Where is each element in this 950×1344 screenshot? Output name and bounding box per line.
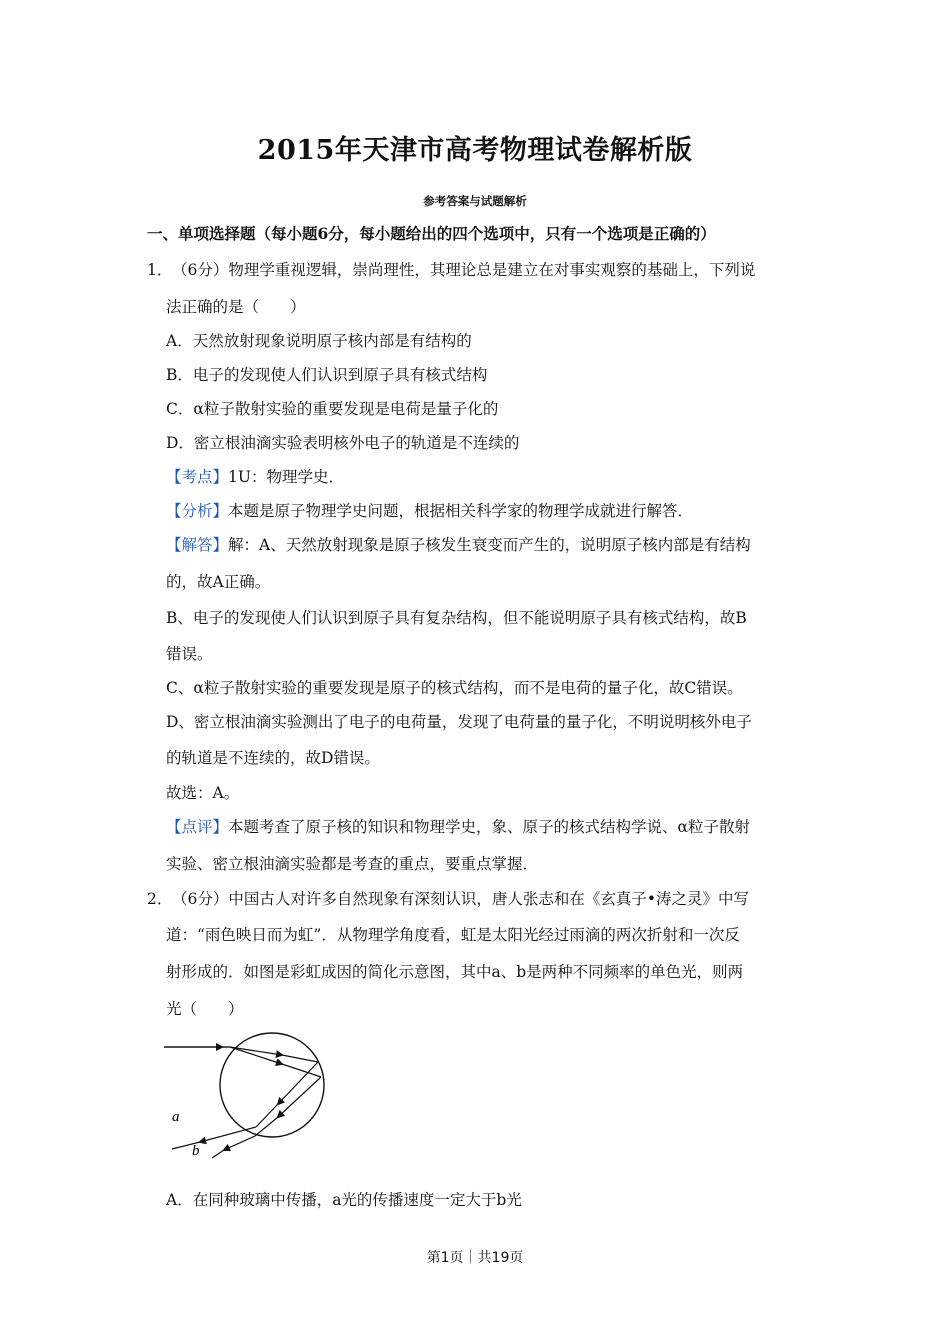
- dianping-row: [166, 815, 750, 837]
- refracted-ray-2: [230, 1047, 282, 1064]
- dianping-text: 本题考查了原子核的知识和物理学史，象、原子的核式结构学说、α粒子散射: [228, 818, 750, 836]
- jieda-line2: 的，故A正确。: [166, 573, 271, 591]
- question-2-stem-line2: 道：“雨色映日而为虹”．从物理学角度看，虹是太阳光经过雨滴的两次折射和一次反: [166, 926, 740, 944]
- refracted-ray-1: [230, 1047, 282, 1055]
- rainbow-diagram: [160, 1030, 340, 1165]
- jieda-text: 解：A、天然放射现象是原子核发生衰变而产生的，说明原子核内部是有结构: [228, 536, 751, 554]
- dianping-line2: 实验、密立根油滴实验都是考查的重点，要重点掌握．: [166, 855, 539, 873]
- jieda-line6: D、密立根油滴实验测出了电子的电荷量，发现了电荷量的量子化，不明说明核外电子: [166, 713, 752, 731]
- page-subtitle: 参考答案与试题解析: [423, 194, 527, 208]
- fenxi-row: [166, 499, 693, 521]
- question-1-stem-line1: （6分）物理学重视逻辑，崇尚理性，其理论总是建立在对事实观察的基础上，下列说: [172, 261, 756, 279]
- fenxi-text: 本题是原子物理学史问题，根据相关科学家的物理学成就进行解答．: [228, 502, 694, 520]
- label-a: a: [172, 1109, 180, 1125]
- question-2-option-a: A．在同种玻璃中传播，a光的传播速度一定大于b光: [166, 1191, 522, 1209]
- jieda-line8: 故选：A。: [166, 784, 240, 802]
- question-2-stem-line4: 光（ ）: [166, 1000, 244, 1018]
- jieda-line5: C、α粒子散射实验的重要发现是原子的核式结构，而不是电荷的量子化，故C错误。: [166, 679, 743, 697]
- kaodian-text: 1U：物理学史．: [228, 468, 344, 486]
- jieda-line3: B、电子的发现使人们认识到原子具有复杂结构，但不能说明原子具有核式结构，故B: [166, 609, 747, 627]
- fenxi-tag: 【分析】: [166, 502, 229, 520]
- kaodian-tag: 【考点】: [166, 468, 229, 486]
- jieda-tag: 【解答】: [166, 536, 229, 554]
- kaodian-row: [166, 465, 344, 487]
- exit-ray-b: [224, 1136, 255, 1150]
- question-2-number: 2．: [147, 890, 173, 908]
- question-1-number: 1．: [147, 261, 173, 279]
- page-footer: 第1页｜共19页: [426, 1250, 524, 1266]
- page-title: 2015年天津市高考物理试卷解析版: [257, 135, 693, 166]
- question-1-option-a: A．天然放射现象说明原子核内部是有结构的: [166, 332, 472, 350]
- dianping-tag: 【点评】: [166, 818, 229, 836]
- jieda-row: [166, 533, 751, 555]
- jieda-line7: 的轨道是不连续的，故D错误。: [166, 749, 380, 767]
- question-1-option-c: C．α粒子散射实验的重要发现是电荷是量子化的: [166, 400, 499, 418]
- label-b: b: [192, 1143, 200, 1159]
- section-heading: 一、单项选择题（每小题6分，每小题给出的四个选项中，只有一个选项是正确的）: [147, 224, 716, 243]
- question-1-option-d: D．密立根油滴实验表明核外电子的轨道是不连续的: [166, 434, 520, 452]
- jieda-line4: 错误。: [166, 645, 213, 663]
- question-2-stem-line3: 射形成的．如图是彩虹成因的简化示意图，其中a、b是两种不同频率的单色光，则两: [166, 963, 744, 981]
- question-2-stem-line1: （6分）中国古人对许多自然现象有深刻认识，唐人张志和在《玄真子•涛之灵》中写: [172, 890, 750, 908]
- question-1-stem-line2: 法正确的是（ ）: [166, 298, 306, 316]
- question-1-option-b: B．电子的发现使人们认识到原子具有核式结构: [166, 366, 488, 384]
